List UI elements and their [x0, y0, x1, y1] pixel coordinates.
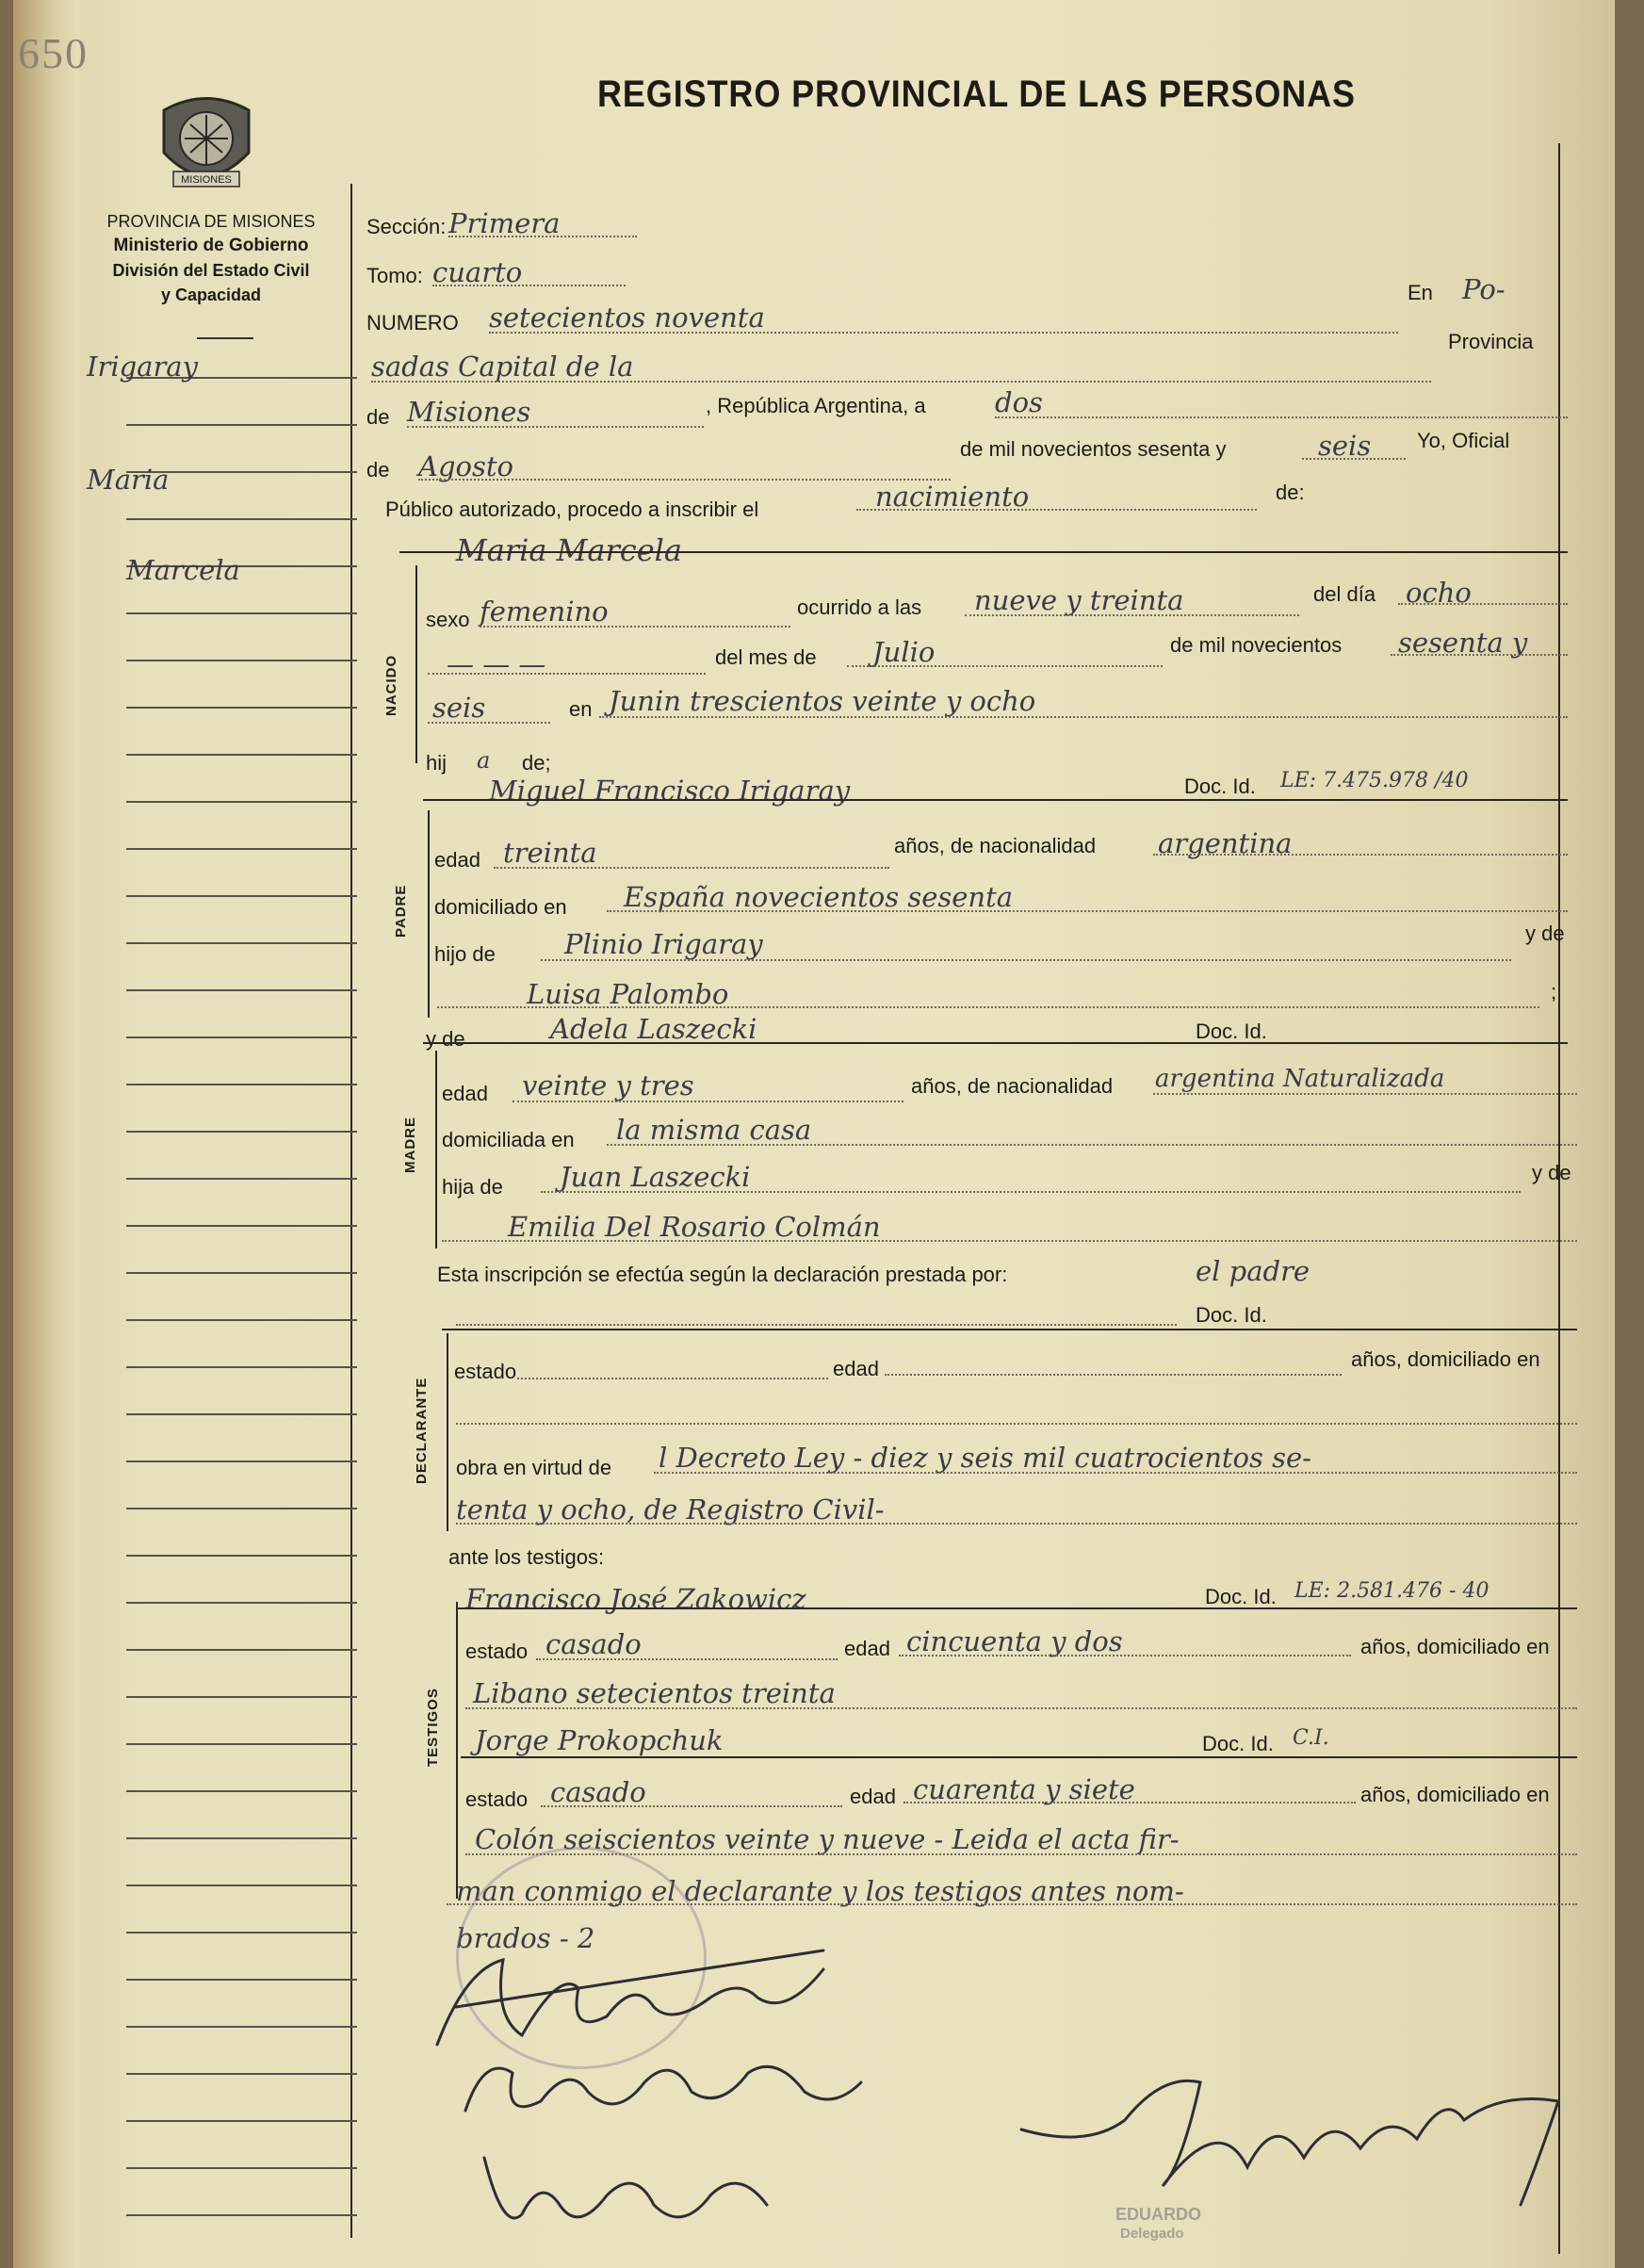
madre-nacionalidad: argentina Naturalizada [1155, 1065, 1445, 1093]
office-province: PROVINCIA DE MISIONES [106, 212, 316, 231]
testigo-1-doc-label: Doc. Id. [1205, 1585, 1277, 1608]
margin-rule [126, 1178, 357, 1180]
padre-hijo2-dots [437, 1006, 1539, 1008]
testigo-2-doc: C.I. [1293, 1726, 1329, 1750]
del-dia-label: del día [1313, 582, 1376, 606]
padre-domicilio: España novecientos sesenta [624, 881, 1014, 913]
closing-line-2: man conmigo el declarante y los testigos antes nom- [456, 1875, 1184, 1907]
numero-label: NUMERO [366, 311, 459, 334]
madre-anos-label: años, de nacionalidad [911, 1074, 1114, 1098]
madre-y-de-label: y de [426, 1027, 465, 1051]
testigo-1-estado-label: estado [465, 1640, 529, 1663]
margin-rule [126, 660, 357, 661]
lugar-dots [599, 716, 1568, 718]
office-ministry: Ministerio de Gobierno [113, 236, 309, 255]
province-seal-icon [155, 87, 258, 198]
madre-edad-label: edad [442, 1082, 488, 1105]
mes-dots [418, 479, 951, 481]
declarante-dom-dots [456, 1423, 1577, 1425]
padre-nac-dots [1153, 854, 1568, 856]
hij-label: hij [426, 751, 448, 775]
margin-rule [126, 1460, 357, 1462]
nacido-en-label: en [569, 697, 593, 721]
testigos-top-rule [456, 1607, 1577, 1609]
declarante-estado-dots [517, 1378, 828, 1379]
t1-estado-dots [536, 1658, 838, 1660]
testigo-1-anos-label: años, domiciliado en [1360, 1635, 1550, 1658]
ocurrido-label: ocurrido a las [797, 596, 922, 619]
sesenta-y-dots [1302, 458, 1406, 460]
en-city-cont: sadas Capital de la [371, 351, 634, 383]
testigo-2-nombre: Jorge Prokopchuk [475, 1724, 724, 1756]
margin-rule [126, 1508, 357, 1509]
margin-rule [126, 989, 357, 991]
padre-edad-dots [494, 867, 889, 869]
declarante-por: el padre [1196, 1255, 1310, 1287]
nacido-bracket [415, 565, 417, 763]
padre-nacionalidad: argentina [1158, 827, 1293, 859]
obra-line-2: tenta y ocho, de Registro Civil- [456, 1493, 885, 1526]
de-mil-label: de mil novecientos [1170, 633, 1343, 657]
madre-domicilio: la misma casa [616, 1114, 812, 1146]
madre-hija2-dots [442, 1240, 1577, 1242]
dia-dots [995, 416, 1568, 418]
tomo-label: Tomo: [366, 264, 423, 287]
margin-rule [126, 1790, 357, 1792]
office-division: División del Estado Civil [112, 261, 310, 280]
declarante-anos-label: años, domiciliado en [1351, 1347, 1540, 1371]
margin-rule [126, 754, 357, 756]
margin-rule [126, 1837, 357, 1839]
seal-label: MISIONES [181, 174, 232, 186]
mil-sesenta-label: de mil novecientos sesenta y [960, 437, 1227, 461]
acto-value: nacimiento [875, 481, 1030, 513]
margin-rule [126, 1885, 357, 1886]
nacido-nombre: Maria Marcela [456, 532, 682, 568]
sexo-value: femenino [480, 596, 609, 628]
margin-rule [126, 1225, 357, 1227]
t1-edad-dots [899, 1655, 1351, 1656]
testigo-2-rule [461, 1756, 1577, 1758]
testigo-2-edad-label: edad [850, 1785, 896, 1808]
margin-rule [126, 612, 357, 614]
testigo-1-estado: casado [545, 1628, 642, 1660]
madre-domicilio-label: domiciliada en [442, 1128, 575, 1151]
madre-hija-dots [541, 1191, 1521, 1193]
margin-rule [126, 1555, 357, 1557]
dia-value: dos [995, 386, 1043, 418]
testigo-2-anos-label: años, domiciliado en [1360, 1783, 1550, 1806]
testigo-1-domicilio: Libano setecientos treinta [473, 1677, 836, 1709]
hora-dots [965, 614, 1299, 616]
obra2-dots [456, 1523, 1577, 1525]
side-label-padre: PADRE [393, 884, 409, 938]
republica-label: , República Argentina, a [706, 394, 926, 417]
padre-anos-label: años, de nacionalidad [894, 834, 1097, 857]
testigos-bracket [456, 1602, 458, 1899]
padre-semicolon: ; [1551, 980, 1557, 1003]
margin-rule [126, 848, 357, 850]
margin-rule [126, 1413, 357, 1415]
madre-hija-de-1: Juan Laszecki [560, 1161, 751, 1193]
provincia-dots [407, 426, 704, 428]
margin-rule [126, 801, 357, 803]
testigo-2-domicilio: Colón seiscientos veinte y nueve - Leida el acta fir- [475, 1823, 1180, 1855]
padre-top-rule [423, 799, 1568, 801]
sexo-label: sexo [426, 608, 470, 631]
provincia-label: Provincia [1448, 330, 1534, 353]
padre-bracket [428, 810, 430, 1018]
madre-hija-label: hija de [442, 1175, 503, 1199]
page-title: REGISTRO PROVINCIAL DE LAS PERSONAS [597, 73, 1356, 115]
officer-stamp-name: EDUARDO [1115, 2205, 1202, 2224]
mes-value: Agosto [418, 450, 513, 482]
madre-top-rule [423, 1042, 1568, 1044]
right-border [1558, 143, 1560, 2254]
margin-rule [126, 1272, 357, 1274]
madre-nac-dots [1153, 1093, 1577, 1095]
anio-dots [1391, 654, 1568, 656]
madre-edad: veinte y tres [522, 1069, 694, 1101]
publico-label: Público autorizado, procedo a inscribir el [385, 498, 759, 521]
officer-stamp-title: Delegado [1120, 2226, 1184, 2242]
signature-testigo-1 [456, 2035, 871, 2139]
margin-rule [126, 2073, 357, 2075]
testigo-2-doc-label: Doc. Id. [1202, 1732, 1274, 1755]
signature-oficial [1012, 2054, 1577, 2214]
issuing-office [70, 209, 352, 307]
seccion-value: Primera [448, 207, 561, 239]
del-mes-label: del mes de [715, 645, 817, 669]
margin-rule [126, 1319, 357, 1321]
margin-rule [126, 424, 357, 426]
declarante-name-dots [456, 1324, 1177, 1326]
madre-doc-label: Doc. Id. [1196, 1020, 1267, 1043]
office-rule [197, 337, 253, 339]
hora-value: nueve y treinta [974, 584, 1184, 616]
margin-middle-name: Marcela [126, 554, 240, 586]
testigo-2-estado-label: estado [465, 1787, 529, 1811]
numero-value: setecientos noventa [489, 302, 765, 334]
madre-edad-dots [513, 1101, 903, 1102]
dash-dots [428, 673, 706, 675]
de-mes-label: de [366, 458, 390, 481]
madre-nombre: Adela Laszecki [550, 1013, 757, 1045]
testigo-1-edad: cincuenta y dos [906, 1625, 1123, 1657]
provincia-value: Misiones [407, 396, 531, 428]
tomo-value: cuarto [432, 256, 523, 288]
margin-rule [126, 2120, 357, 2122]
declarante-top-rule [442, 1329, 1577, 1330]
closing-line-3: brados - 2 [456, 1922, 595, 1954]
testigo-2-estado: casado [550, 1776, 646, 1808]
nacido-mes: Julio [872, 636, 936, 668]
margin-surname: Irigaray [87, 351, 198, 383]
office-capacity: y Capacidad [160, 286, 262, 304]
side-label-madre: MADRE [402, 1117, 418, 1173]
margin-rule [126, 2026, 357, 2028]
t1-dom-dots [465, 1707, 1577, 1709]
declarante-doc-label: Doc. Id. [1196, 1303, 1267, 1327]
declarante-edad-label: edad [833, 1357, 879, 1380]
t2-edad-dots [903, 1802, 1356, 1803]
page-number: 650 [18, 29, 89, 77]
nacido-dia-dots [1398, 603, 1568, 605]
sexo-dots [480, 626, 790, 628]
madre-bracket [435, 1051, 437, 1248]
margin-rule [126, 1036, 357, 1038]
obra1-dots [654, 1472, 1577, 1474]
declarante-bracket [447, 1333, 448, 1531]
side-label-testigos: TESTIGOS [425, 1688, 441, 1767]
madre-y-de-end: y de [1532, 1161, 1571, 1184]
padre-edad: treinta [503, 837, 597, 869]
left-column-border [350, 184, 352, 2238]
margin-rule [126, 707, 357, 709]
nacido-anio-1: sesenta y [1398, 627, 1528, 659]
numero-dots [489, 332, 1398, 334]
hij-de-label: de; [522, 751, 551, 775]
padre-hijo-label: hijo de [434, 942, 496, 966]
hij-suffix: a [477, 747, 491, 774]
padre-hijo-de-2: Luisa Palombo [527, 978, 729, 1010]
document-page [13, 0, 1615, 2268]
margin-rule [126, 2167, 357, 2169]
madre-hija-de-2: Emilia Del Rosario Colmán [508, 1211, 881, 1243]
sesenta-y-value: seis [1318, 430, 1372, 462]
obra-label: obra en virtud de [456, 1456, 612, 1479]
padre-dom-dots [607, 910, 1568, 912]
anio2-dots [428, 722, 550, 724]
margin-first-name: Maria [87, 464, 170, 496]
margin-rule [126, 1743, 357, 1745]
obra-line-1: l Decreto Ley - diez y seis mil cuatrocientos se- [659, 1442, 1311, 1474]
tomo-dots [432, 285, 626, 286]
nacido-anio-2: seis [432, 692, 486, 724]
nacido-mes-dots [847, 665, 1163, 667]
nacido-lugar: Junin trescientos veinte y ocho [609, 685, 1036, 717]
seccion-label: Sección: [366, 215, 447, 238]
padre-doc: LE: 7.475.978 /40 [1280, 769, 1469, 792]
padre-y-de-label: y de [1525, 922, 1565, 945]
padre-hijo-de-1: Plinio Irigaray [564, 928, 763, 960]
testigo-2-edad: cuarenta y siete [913, 1773, 1135, 1805]
seccion-dots [448, 236, 637, 237]
margin-rule [126, 1696, 357, 1698]
testigo-1-doc: LE: 2.581.476 - 40 [1294, 1579, 1489, 1603]
padre-edad-label: edad [434, 848, 480, 872]
de-label: de [366, 405, 390, 429]
padre-doc-label: Doc. Id. [1184, 775, 1256, 798]
margin-rule [126, 1979, 357, 1981]
margin-rule [126, 2214, 357, 2216]
nacido-top-rule [399, 551, 1568, 553]
margin-rule [126, 1131, 357, 1133]
acto-dots [856, 509, 1257, 511]
city-dots [371, 381, 1431, 383]
declarante-estado-label: estado [454, 1360, 517, 1383]
signature-testigo-2 [465, 2139, 805, 2243]
nacido-dash: — — — [447, 648, 546, 680]
yo-oficial-label: Yo, Oficial [1417, 429, 1510, 452]
madre-dom-dots [607, 1144, 1577, 1146]
en-label: En [1408, 281, 1433, 304]
en-city-start: Po- [1462, 273, 1506, 305]
de-colon-label: de: [1276, 481, 1305, 504]
t2-estado-dots [541, 1805, 842, 1807]
side-label-nacido: NACIDO [383, 654, 399, 716]
side-label-declarante: DECLARANTE [414, 1377, 430, 1484]
margin-rule [126, 942, 357, 944]
margin-rule [126, 1602, 357, 1604]
t2-dom-dots [465, 1853, 1577, 1855]
nacido-dia: ocho [1406, 577, 1472, 609]
inscripcion-label: Esta inscripción se efectúa según la declaración prestada por: [437, 1263, 1008, 1286]
margin-rule [126, 895, 357, 897]
testigo-1-edad-label: edad [844, 1637, 890, 1660]
ante-testigos-label: ante los testigos: [448, 1545, 605, 1569]
margin-rule [126, 518, 357, 520]
margin-rule [126, 1084, 357, 1085]
testigo-1-nombre: Francisco José Zakowicz [465, 1583, 806, 1615]
padre-domicilio-label: domiciliado en [434, 895, 567, 919]
margin-rule [126, 1649, 357, 1651]
margin-rule [126, 1932, 357, 1934]
margin-rule [126, 1366, 357, 1368]
page-binding [13, 0, 79, 2268]
declarante-edad-dots [885, 1374, 1342, 1376]
padre-hijo-dots [541, 959, 1511, 961]
padre-nombre: Miguel Francisco Irigaray [489, 775, 851, 807]
